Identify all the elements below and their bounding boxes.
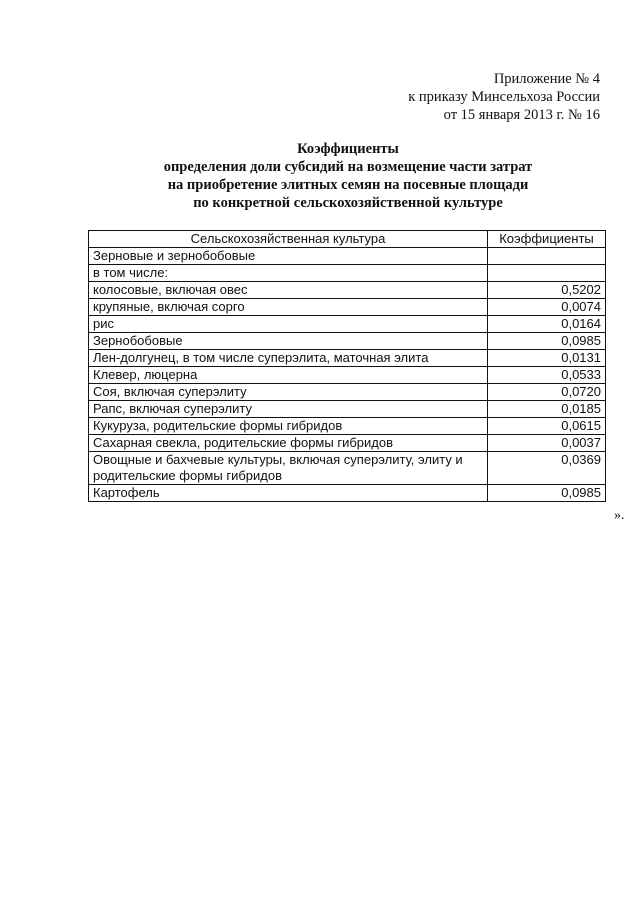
column-header-coefficients: Коэффициенты bbox=[488, 231, 606, 248]
title-line-3: на приобретение элитных семян на посевные площади bbox=[167, 177, 529, 193]
table-row bbox=[89, 299, 606, 316]
coefficient-cell: 0,0037 bbox=[488, 435, 606, 452]
table-row bbox=[89, 435, 606, 452]
culture-cell: Соя, включая суперэлиту bbox=[89, 384, 488, 401]
coefficient-cell: 0,0985 bbox=[488, 485, 606, 502]
title-line-4: по конкретной сельскохозяйственной культуре bbox=[193, 195, 503, 211]
coefficient-cell: 0,0131 bbox=[488, 350, 606, 367]
culture-cell: Зерновые и зернобобовые bbox=[89, 248, 488, 265]
coefficient-cell: 0,0985 bbox=[488, 333, 606, 350]
culture-cell: в том числе: bbox=[89, 265, 488, 282]
coefficient-cell: 0,0720 bbox=[488, 384, 606, 401]
table-row bbox=[89, 282, 606, 299]
culture-cell: Рапс, включая суперэлиту bbox=[89, 401, 488, 418]
table-row bbox=[89, 384, 606, 401]
coefficient-cell: 0,0369 bbox=[488, 452, 606, 485]
appendix-header bbox=[408, 70, 600, 124]
appendix-number: Приложение № 4 bbox=[493, 71, 600, 87]
closing-quote-mark: ». bbox=[614, 508, 625, 523]
coefficient-cell: 0,5202 bbox=[488, 282, 606, 299]
culture-cell: колосовые, включая овес bbox=[89, 282, 488, 299]
table-row bbox=[89, 350, 606, 367]
culture-cell: Лен-долгунец, в том числе суперэлита, маточная элита bbox=[89, 350, 488, 367]
table-row bbox=[89, 401, 606, 418]
order-reference: к приказу Минсельхоза России bbox=[408, 89, 600, 105]
table-row bbox=[89, 316, 606, 333]
coefficient-cell bbox=[488, 265, 606, 282]
table-row bbox=[89, 333, 606, 350]
coefficient-cell: 0,0164 bbox=[488, 316, 606, 333]
coefficients-table bbox=[88, 230, 606, 502]
table-row bbox=[89, 265, 606, 282]
culture-cell: Сахарная свекла, родительские формы гибридов bbox=[89, 435, 488, 452]
coefficient-cell: 0,0074 bbox=[488, 299, 606, 316]
culture-cell: крупяные, включая сорго bbox=[89, 299, 488, 316]
coefficient-cell bbox=[488, 248, 606, 265]
culture-cell: Зернобобовые bbox=[89, 333, 488, 350]
culture-cell: рис bbox=[89, 316, 488, 333]
culture-cell: Овощные и бахчевые культуры, включая суперэлиту, элиту и родительские формы гибридов bbox=[89, 452, 488, 485]
order-date: от 15 января 2013 г. № 16 bbox=[443, 107, 600, 123]
column-header-culture: Сельскохозяйственная культура bbox=[89, 231, 488, 248]
culture-cell: Кукуруза, родительские формы гибридов bbox=[89, 418, 488, 435]
culture-cell: Картофель bbox=[89, 485, 488, 502]
table-header-row bbox=[89, 231, 606, 248]
coefficient-cell: 0,0185 bbox=[488, 401, 606, 418]
table-row bbox=[89, 485, 606, 502]
table-row bbox=[89, 418, 606, 435]
table-row bbox=[89, 367, 606, 384]
coefficient-cell: 0,0533 bbox=[488, 367, 606, 384]
title-line-2: определения доли субсидий на возмещение части затрат bbox=[163, 159, 533, 175]
title-line-1: Коэффициенты bbox=[297, 141, 399, 157]
culture-cell: Клевер, люцерна bbox=[89, 367, 488, 384]
document-title bbox=[88, 140, 608, 212]
table-row bbox=[89, 452, 606, 485]
table-row bbox=[89, 248, 606, 265]
coefficient-cell: 0,0615 bbox=[488, 418, 606, 435]
